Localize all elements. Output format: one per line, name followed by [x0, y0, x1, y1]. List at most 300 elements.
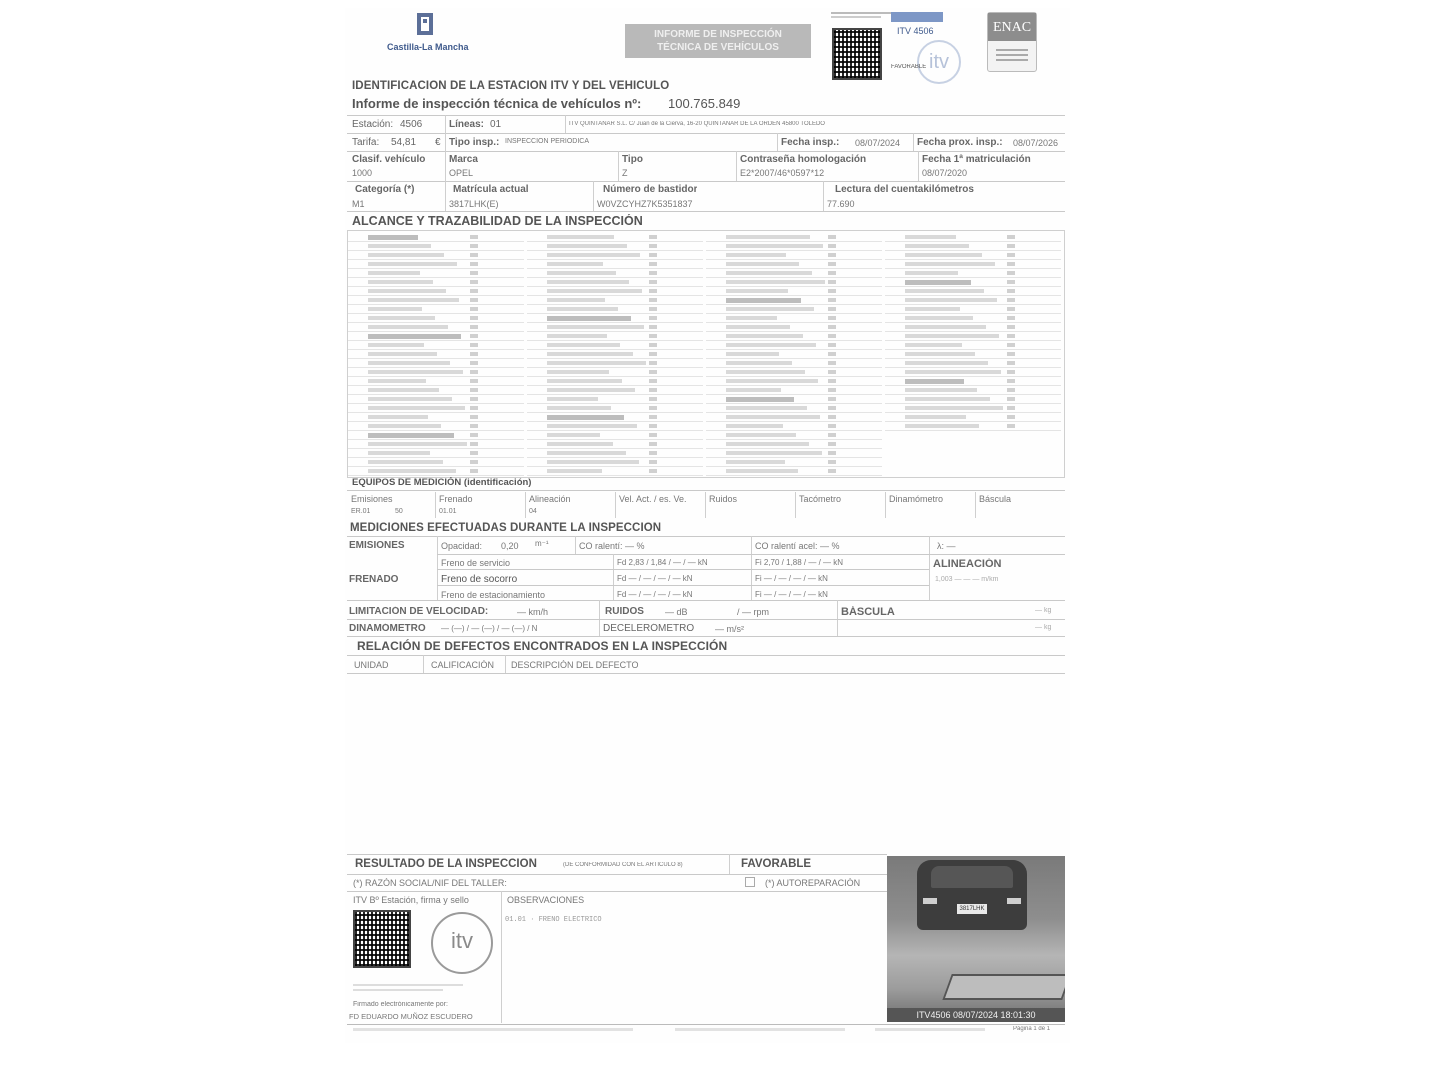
alcance-column-2 [527, 233, 703, 477]
alcance-row-result [828, 442, 836, 446]
alcance-row-result [649, 388, 657, 392]
freno-socorro-label: Freno de socorro [441, 574, 518, 585]
alcance-row-result [1007, 334, 1015, 338]
alcance-row [885, 323, 1061, 332]
alcance-row-name [726, 406, 807, 410]
enac-logo [987, 12, 1037, 72]
equipo-frenado-id: 01.01 [439, 508, 457, 515]
alcance-row [706, 467, 882, 476]
opacidad-label: Opacidad: [441, 541, 483, 551]
marca-value: OPEL [449, 168, 474, 178]
estacion-value: 4506 [400, 119, 423, 130]
alcance-row [885, 332, 1061, 341]
alcance-row [348, 350, 524, 359]
alcance-row [706, 332, 882, 341]
alcance-row-name [547, 469, 602, 473]
alcance-row [706, 377, 882, 386]
alcance-row-result [649, 307, 657, 311]
alcance-row [348, 260, 524, 269]
itv-station-seal-icon: itv [431, 912, 493, 974]
alcance-row-result [828, 451, 836, 455]
alcance-row [348, 404, 524, 413]
alcance-row-name [547, 451, 626, 455]
alcance-row-result [470, 244, 478, 248]
alcance-row [348, 413, 524, 422]
alcance-row-result [828, 289, 836, 293]
alcance-row-result [470, 379, 478, 383]
alcance-row-name [726, 289, 788, 293]
observaciones-label: OBSERVACIONES [507, 895, 585, 905]
alcance-row [706, 305, 882, 314]
alcance-row-name [905, 271, 958, 275]
bastidor-value: W0VZCYHZ7K5351837 [597, 199, 693, 209]
alcance-row [348, 395, 524, 404]
bascula-value-2: — kg [1035, 624, 1052, 631]
alcance-row-result [649, 244, 657, 248]
alcance-row-name [368, 289, 446, 293]
fd-estac: Fd — / — / — / — kN [617, 590, 693, 599]
alcance-row-name [726, 415, 820, 419]
alcance-row-result [828, 424, 836, 428]
alcance-row-result [470, 280, 478, 284]
alcance-row-name [547, 307, 618, 311]
alcance-row [706, 431, 882, 440]
defectos-col-calificacion: CALIFICACIÓN [431, 660, 495, 670]
emisiones-label: EMISIONES [349, 540, 405, 551]
alcance-row [706, 368, 882, 377]
signature-small-lines [353, 984, 473, 994]
alcance-row-name [905, 343, 962, 347]
alcance-row [885, 269, 1061, 278]
alcance-row-result [649, 343, 657, 347]
alcance-row [348, 242, 524, 251]
alcance-row-name [368, 343, 424, 347]
ruidos-value: — dB [665, 607, 688, 617]
alcance-row-result [470, 388, 478, 392]
alcance-row-result [828, 388, 836, 392]
alcance-row-result [1007, 280, 1015, 284]
equipo-emisiones-num: 50 [395, 508, 403, 515]
alcance-row [885, 251, 1061, 260]
alcance-row [527, 431, 703, 440]
alcance-row-result [1007, 298, 1015, 302]
alcance-row-name [726, 370, 805, 374]
alcance-row-name [547, 415, 624, 420]
alcance-row-name [368, 388, 439, 392]
alcance-row [706, 386, 882, 395]
alcance-row-name [547, 280, 629, 284]
contrasena-label: Contraseña homologación [740, 154, 867, 165]
alcance-row-result [1007, 325, 1015, 329]
alcance-row-name [905, 370, 1001, 374]
alcance-row-name [547, 316, 631, 321]
alcance-row [885, 305, 1061, 314]
brand-name: Castilla-La Mancha [387, 42, 469, 52]
alcance-row-result [470, 397, 478, 401]
cuentakm-value: 77.690 [827, 199, 855, 209]
alcance-row-name [726, 352, 779, 356]
fi-servicio: Fi 2,70 / 1,88 / — / — kN [755, 558, 844, 567]
alcance-row-result [1007, 379, 1015, 383]
alcance-row-name [547, 397, 598, 401]
freno-estac-label: Freno de estacionamiento [441, 590, 546, 600]
alcance-row [348, 269, 524, 278]
alcance-row [527, 377, 703, 386]
alcance-row-name [905, 325, 986, 329]
alcance-row-name [726, 325, 790, 329]
alcance-row-name [368, 415, 428, 419]
alcance-row [527, 458, 703, 467]
alcance-row [527, 332, 703, 341]
alcance-row [527, 440, 703, 449]
alcance-row-result [470, 298, 478, 302]
defectos-title: RELACIÓN DE DEFECTOS ENCONTRADOS EN LA INSPECCIÓN [357, 639, 728, 653]
alcance-row-result [649, 415, 657, 419]
alcance-row-name [726, 343, 816, 347]
alcance-row [706, 359, 882, 368]
alcance-row [348, 467, 524, 476]
alcance-row [527, 359, 703, 368]
alcance-row [706, 449, 882, 458]
frenado-label: FRENADO [349, 574, 399, 585]
alcance-row-name [905, 415, 966, 419]
alcance-row-result [1007, 289, 1015, 293]
alcance-row-name [547, 343, 620, 347]
alcance-row-name [547, 379, 622, 383]
alcance-row-result [649, 235, 657, 239]
alcance-row-name [547, 298, 605, 302]
alcance-row [885, 350, 1061, 359]
alcance-row [706, 278, 882, 287]
alcance-row [348, 422, 524, 431]
tipo-insp-label: Tipo insp.: [449, 137, 500, 148]
alcance-column-1 [348, 233, 524, 477]
alcance-row-name [368, 262, 457, 266]
alcance-row-name [726, 280, 825, 284]
alcance-row-name [905, 424, 979, 428]
alcance-row-result [649, 271, 657, 275]
alcance-row [527, 395, 703, 404]
alcance-row-name [726, 235, 810, 239]
co-ralenti-acel: CO ralentí acel: — % [755, 541, 840, 551]
alcance-row-result [470, 442, 478, 446]
alcance-row-result [649, 352, 657, 356]
alcance-row [348, 278, 524, 287]
tarifa-value: 54,81 [391, 137, 417, 148]
alcance-row [527, 323, 703, 332]
alcance-row-name [368, 298, 459, 302]
alcance-row-name [368, 325, 448, 329]
fi-socorro: Fi — / — / — / — kN [755, 574, 828, 583]
alcance-row-name [905, 388, 977, 392]
opacidad-value: 0,20 [501, 541, 519, 551]
alcance-row-result [649, 370, 657, 374]
tipo-label: Tipo [622, 154, 643, 165]
signature-qr-icon [353, 910, 411, 968]
lineas-label: Líneas: [449, 119, 485, 130]
alcance-row-name [368, 406, 465, 410]
alcance-row-name [905, 397, 990, 401]
alcance-row [706, 422, 882, 431]
alcance-row-name [905, 262, 995, 266]
equipo-frenado: Frenado [439, 494, 473, 504]
alcance-row-name [726, 388, 781, 392]
alcance-row-name [547, 406, 611, 410]
alcance-row-name [726, 424, 783, 428]
alcance-row [885, 359, 1061, 368]
alcance-row-result [649, 424, 657, 428]
mediciones-title: MEDICIONES EFECTUADAS DURANTE LA INSPECCIÓN [350, 522, 662, 534]
alcance-row-name [547, 352, 633, 356]
alcance-row-result [470, 325, 478, 329]
qr-code-icon [832, 28, 882, 80]
alcance-row-result [649, 442, 657, 446]
alcance-row [527, 341, 703, 350]
equipos-row [347, 492, 1065, 518]
matricula-label: Matrícula actual [453, 184, 529, 195]
alcance-row-result [828, 316, 836, 320]
alcance-row-result [649, 253, 657, 257]
fecha-matric-value: 08/07/2020 [922, 168, 968, 178]
alcance-row [885, 386, 1061, 395]
alcance-row-name [368, 361, 450, 365]
identificacion-title: IDENTIFICACIÓN DE LA ESTACIÓN ITV Y DEL VEHÍCULO [352, 80, 670, 92]
alcance-row-result [1007, 388, 1015, 392]
alcance-row-name [726, 361, 792, 365]
alcance-row [885, 233, 1061, 242]
alcance-row-result [470, 316, 478, 320]
alcance-row-name [547, 325, 644, 329]
itv-code: ITV 4506 [897, 26, 934, 36]
alcance-row [527, 404, 703, 413]
alcance-row [348, 368, 524, 377]
ribbon-line-1: INFORME DE INSPECCIÓN [654, 29, 782, 40]
alcance-row-result [828, 415, 836, 419]
equipo-dinamometro: Dinamómetro [889, 494, 944, 504]
alcance-row-name [547, 460, 639, 464]
alcance-row-result [828, 397, 836, 401]
equipo-velocidad: Vel. Act. / es. Ve. [619, 494, 687, 504]
alcance-grid [347, 230, 1065, 478]
alcance-row-name [726, 244, 823, 248]
alcance-row-name [368, 424, 441, 428]
itv-seal-icon: itv [917, 40, 961, 84]
defectos-col-descripcion: DESCRIPCIÓN DEL DEFECTO [511, 660, 639, 670]
categoria-label: Categoría (*) [355, 184, 415, 195]
alcance-row-name [726, 334, 803, 338]
alcance-row-result [828, 244, 836, 248]
alcance-row-name [726, 469, 798, 473]
alcance-row-name [905, 406, 1003, 410]
station-address: ITV QUINTANAR S.L. C/ Juan de la Cierva, 16-20 QUINTANAR DE LA ORDEN 45800 TOLEDO [569, 121, 825, 127]
fecha-prox-label: Fecha prox. insp.: [917, 137, 1003, 148]
alineacion-value: 1,003 — — — m/km [935, 576, 999, 583]
alcance-row-result [1007, 424, 1015, 428]
alcance-row-name [905, 280, 971, 285]
alcance-row-result [470, 415, 478, 419]
itv-stamp [891, 12, 971, 92]
alcance-row-name [726, 316, 777, 320]
alcance-row-result [828, 343, 836, 347]
equipos-title: EQUIPOS DE MEDICIÓN (identificación) [352, 477, 532, 488]
alcance-row-name [726, 298, 801, 303]
alcance-row [348, 332, 524, 341]
alcance-row-name [905, 307, 960, 311]
alcance-row-name [368, 244, 431, 248]
fecha-insp-label: Fecha insp.: [781, 137, 840, 148]
alcance-row-result [649, 433, 657, 437]
alcance-column-3 [706, 233, 882, 477]
alcance-row-name [547, 289, 642, 293]
alcance-row-result [649, 316, 657, 320]
alcance-row [527, 242, 703, 251]
alcance-row [348, 449, 524, 458]
alcance-row [348, 296, 524, 305]
alcance-row-result [470, 253, 478, 257]
alcance-row-name [368, 253, 444, 257]
alcance-row-name [368, 316, 435, 320]
alcance-row-name [905, 253, 982, 257]
alcance-row [706, 314, 882, 323]
alcance-row-result [470, 307, 478, 311]
alcance-row-name [368, 451, 430, 455]
ruidos-label: RUIDOS [605, 606, 644, 617]
co-ralenti: CO ralentí: — % [579, 541, 645, 551]
alcance-row [527, 449, 703, 458]
alcance-row-result [828, 379, 836, 383]
alcance-row-name [547, 271, 616, 275]
alcance-row-name [368, 469, 456, 473]
alcance-row-name [905, 289, 984, 293]
alcance-row [706, 350, 882, 359]
tipo-insp-value: INSPECCIÓN PERIÓDICA [505, 138, 590, 145]
contrasena-value: E2*2007/46*0597*12 [740, 168, 825, 178]
alcance-row-result [470, 271, 478, 275]
alcance-row-name [368, 397, 452, 401]
fecha-matric-label: Fecha 1ª matriculación [922, 154, 1031, 165]
alcance-row [885, 368, 1061, 377]
alcance-row-result [1007, 235, 1015, 239]
firmado-label: Firmado electrónicamente por: [353, 1001, 448, 1008]
favorable-small: FAVORABLE [891, 64, 927, 70]
alcance-row [706, 296, 882, 305]
resultado-value: FAVORABLE [741, 858, 812, 870]
alcance-row-name [905, 235, 956, 239]
alcance-row [348, 251, 524, 260]
tipo-value: Z [622, 168, 628, 178]
alcance-row [348, 440, 524, 449]
alcance-row-result [1007, 271, 1015, 275]
alcance-row-name [905, 379, 964, 384]
alcance-row [706, 269, 882, 278]
alcance-row-result [1007, 244, 1015, 248]
alcance-row [527, 269, 703, 278]
alcance-row [885, 242, 1061, 251]
alcance-row-name [726, 451, 822, 455]
alcance-row-name [368, 370, 463, 374]
alcance-row-name [726, 379, 818, 383]
alcance-row-name [726, 262, 799, 266]
alcance-row-name [547, 361, 646, 365]
alcance-row-name [368, 235, 418, 240]
decelerometro-label: DECELERÓMETRO [603, 623, 695, 634]
alcance-title: ALCANCE Y TRAZABILIDAD DE LA INSPECCIÓN [352, 214, 643, 228]
alcance-row-name [547, 334, 607, 338]
decelerometro-value: — m/s² [715, 624, 744, 634]
alcance-row-name [726, 253, 786, 257]
footer-legal-text-3 [875, 1028, 985, 1031]
bastidor-label: Número de bastidor [603, 184, 698, 195]
alineacion-label: ALINEACIÓN [933, 558, 1002, 570]
alcance-row [527, 368, 703, 377]
alcance-row [885, 278, 1061, 287]
alcance-row [527, 386, 703, 395]
alcance-row [706, 440, 882, 449]
razon-social-label: (*) RAZÓN SOCIAL/NIF DEL TALLER: [353, 878, 507, 888]
marca-label: Marca [449, 154, 478, 165]
clasif-value: 1000 [352, 168, 373, 178]
alcance-row [348, 377, 524, 386]
fd-socorro: Fd — / — / — / — kN [617, 574, 693, 583]
alcance-row-name [905, 298, 997, 302]
alcance-row-result [649, 397, 657, 401]
alcance-row [527, 278, 703, 287]
alcance-row-result [470, 361, 478, 365]
alcance-row-name [726, 397, 794, 402]
alcance-row [885, 422, 1061, 431]
alcance-row [348, 287, 524, 296]
alcance-row-name [368, 307, 422, 311]
alcance-row [706, 287, 882, 296]
alcance-row-name [368, 442, 467, 446]
alcance-row [885, 314, 1061, 323]
alcance-row-result [1007, 307, 1015, 311]
alcance-row-result [1007, 397, 1015, 401]
alcance-row [706, 260, 882, 269]
alcance-row-result [828, 361, 836, 365]
alcance-row-result [470, 370, 478, 374]
alcance-row-result [649, 406, 657, 410]
alcance-row-result [649, 451, 657, 455]
alcance-row [348, 386, 524, 395]
alcance-row-result [470, 460, 478, 464]
header-small-text [831, 10, 897, 18]
alcance-row-name [547, 433, 600, 437]
alcance-row [348, 431, 524, 440]
alcance-row [348, 233, 524, 242]
equipo-ruidos: Ruidos [709, 494, 738, 504]
alcance-row-result [470, 433, 478, 437]
alcance-row [348, 359, 524, 368]
alcance-row [885, 377, 1061, 386]
alcance-row-result [470, 334, 478, 338]
alcance-row-result [828, 271, 836, 275]
firmante-name: FD EDUARDO MUÑOZ ESCUDERO [349, 1012, 473, 1021]
fecha-prox-value: 08/07/2026 [1013, 138, 1059, 148]
alcance-row-name [547, 235, 614, 239]
alcance-row-result [828, 325, 836, 329]
alcance-row-result [1007, 352, 1015, 356]
lambda-value: λ: — [937, 541, 956, 551]
alcance-row-result [828, 334, 836, 338]
alcance-row-result [828, 280, 836, 284]
tarifa-unit: € [435, 137, 441, 148]
alcance-row-result [828, 307, 836, 311]
alcance-row [885, 341, 1061, 350]
alcance-row-result [828, 370, 836, 374]
dinamometro-value: — (—) / — (—) / — (—) / N [441, 624, 538, 633]
alcance-row-result [1007, 343, 1015, 347]
